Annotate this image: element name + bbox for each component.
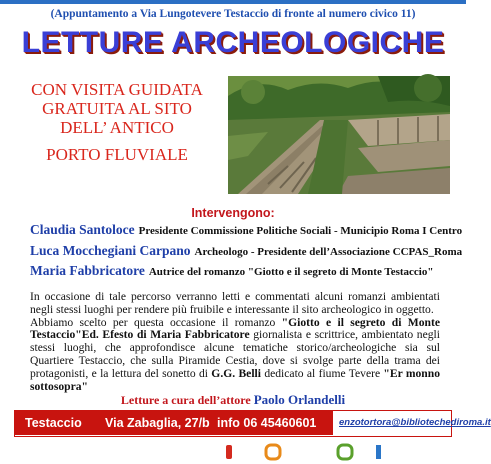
- speaker-name: Luca Mocchegiani Carpano: [30, 243, 191, 258]
- tour-line-4: PORTO FLUVIALE: [46, 145, 188, 164]
- footer-phone: info 06 45460601: [217, 416, 317, 430]
- logo-mark-blue: [376, 445, 381, 459]
- p2-middle: giornalista e scrittrice, ambientato negli stessi luoghi, che approfondisce alcune tematiche storico/archeologiche sia sul Quartiere Testaccio, che sulla Piramide Cestia, dove si svolge parte della trama dei protagonisti, e la lettura del sonetto di: [30, 328, 440, 380]
- logo-mark-orange: [266, 445, 280, 459]
- reading-credit: [0, 392, 466, 408]
- tour-line-3: DELL’ ANTICO: [60, 118, 174, 137]
- p2-post: dedicato al fiume Tevere: [261, 366, 384, 380]
- p2-intro: Abbiamo scelto per questa occasione il romanzo: [30, 315, 282, 329]
- appointment-note: (Appuntamento a Via Lungotevere Testaccio di fronte al numero civico 11): [50, 8, 416, 20]
- paragraph-2: [30, 317, 440, 394]
- logo-mark-red: [226, 445, 232, 459]
- footer-bar: [14, 410, 491, 437]
- footer-place: Testaccio: [25, 416, 82, 430]
- reading-label: Letture a cura dell’attore: [120, 393, 251, 407]
- paragraph-1: In occasione di tale percorso verranno letti e commentati alcuni romanzi ambientati negli stessi luoghi per rendere più fruibile e interessante il sito archeologico in oggetto.: [30, 290, 440, 316]
- speaker-role: Autrice del romanzo "Giotto e il segreto di Monte Testaccio": [148, 266, 434, 278]
- partner-logos: [0, 440, 466, 459]
- sonnet-title: "Er monno sottosopra": [30, 366, 440, 393]
- guided-tour-text: [22, 80, 212, 164]
- speaker-row: [30, 263, 433, 279]
- speaker-role: Archeologo - Presidente dell’Associazione CCPAS_Roma: [194, 246, 463, 258]
- description-text: [30, 291, 440, 393]
- footer-address: Via Zabaglia, 27/b: [105, 416, 210, 430]
- speakers-heading: Intervengono:: [191, 206, 275, 220]
- speaker-name: Claudia Santoloce: [30, 222, 135, 237]
- speaker-row: [30, 222, 462, 238]
- logo-mark-green: [338, 445, 352, 459]
- tour-line-2: GRATUITA AL SITO: [42, 99, 192, 118]
- tour-line-1: CON VISITA GUIDATA: [31, 80, 203, 99]
- page-title: LETTURE ARCHEOLOGICHE: [21, 26, 445, 59]
- book-title: "Giotto e il segreto di Monte Testaccio"Ed. Efesto di Maria Fabbricatore: [30, 315, 440, 342]
- poet-name: G.G. Belli: [211, 366, 261, 380]
- speaker-role: Presidente Commissione Politiche Sociali - Municipio Roma I Centro: [138, 225, 463, 237]
- footer-email-link[interactable]: enzotortora@bibliotechediroma.it: [339, 417, 491, 428]
- archaeological-site-photo: [228, 76, 450, 194]
- actor-name: Paolo Orlandelli: [253, 392, 346, 407]
- speaker-name: Maria Fabbricatore: [30, 263, 145, 278]
- top-color-strip: [0, 0, 466, 4]
- speaker-row: [30, 243, 462, 259]
- footer-contact-block: [15, 411, 333, 435]
